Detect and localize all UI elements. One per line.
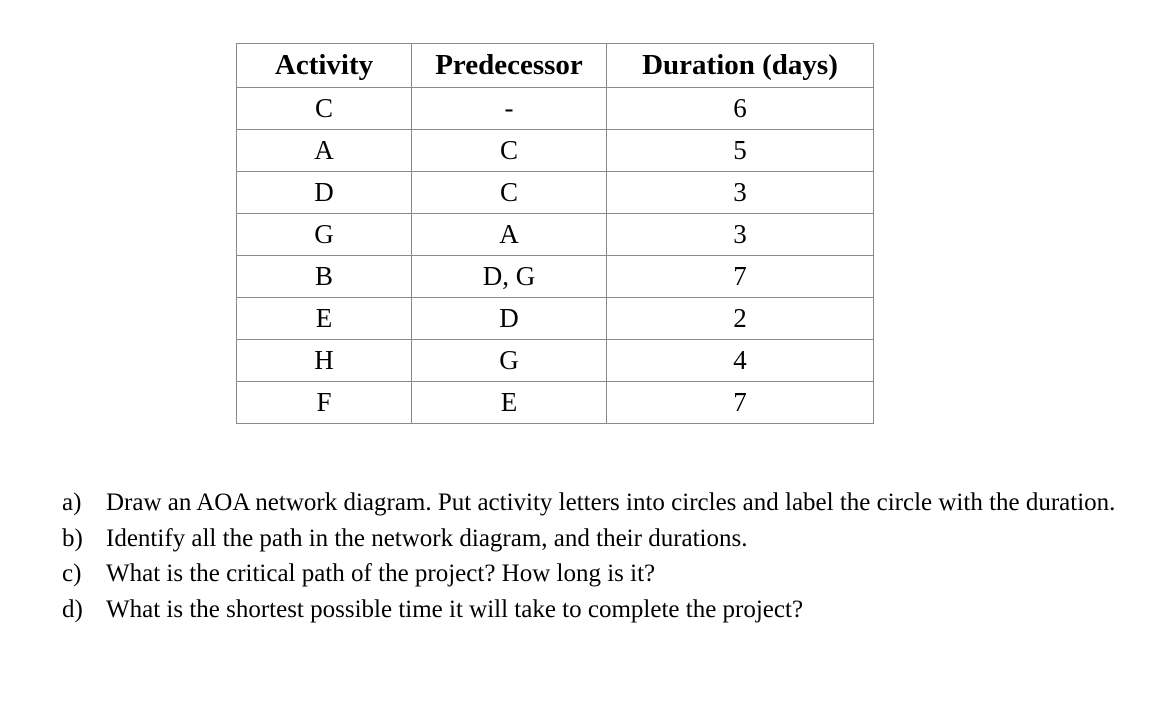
table-row (237, 88, 874, 130)
question-c (62, 556, 1142, 592)
table-row (237, 298, 874, 340)
cell-duration: 3 (607, 172, 874, 214)
cell-duration: 7 (607, 382, 874, 424)
question-text: What is the shortest possible time it will take to complete the project? (106, 595, 804, 623)
cell-duration: 2 (607, 298, 874, 340)
cell-duration: 5 (607, 130, 874, 172)
cell-activity: F (237, 382, 412, 424)
cell-predecessor: E (412, 382, 607, 424)
cell-activity: D (237, 172, 412, 214)
header-predecessor: Predecessor (412, 44, 607, 88)
question-letter: a) (62, 489, 82, 516)
cell-predecessor: C (412, 130, 607, 172)
table-row (237, 256, 874, 298)
cell-predecessor: D (412, 298, 607, 340)
question-text: Identify all the path in the network diagram, and their durations. (106, 524, 748, 552)
question-list (62, 485, 1142, 627)
table-header-row (237, 44, 874, 88)
question-text: Draw an AOA network diagram. Put activity letters into circles and label the circle with the duration. (106, 489, 1116, 516)
cell-activity: H (237, 340, 412, 382)
cell-predecessor: D, G (412, 256, 607, 298)
cell-activity: G (237, 214, 412, 256)
header-activity: Activity (237, 44, 412, 88)
question-b (62, 521, 1142, 557)
question-letter: b) (62, 524, 83, 552)
header-duration: Duration (days) (607, 44, 874, 88)
cell-activity: C (237, 88, 412, 130)
question-letter: d) (62, 595, 83, 623)
table-row (237, 214, 874, 256)
cell-duration: 3 (607, 214, 874, 256)
table-row (237, 172, 874, 214)
table-row (237, 130, 874, 172)
question-text: What is the critical path of the project? How long is it? (106, 560, 656, 587)
cell-duration: 7 (607, 256, 874, 298)
activity-table (236, 43, 874, 424)
cell-predecessor: A (412, 214, 607, 256)
cell-predecessor: C (412, 172, 607, 214)
cell-duration: 4 (607, 340, 874, 382)
cell-duration: 6 (607, 88, 874, 130)
table-row (237, 382, 874, 424)
table-row (237, 340, 874, 382)
cell-predecessor: - (412, 88, 607, 130)
cell-activity: A (237, 130, 412, 172)
cell-activity: B (237, 256, 412, 298)
cell-predecessor: G (412, 340, 607, 382)
question-letter: c) (62, 560, 82, 587)
question-a (62, 485, 1142, 521)
cell-activity: E (237, 298, 412, 340)
question-d (62, 592, 1142, 628)
